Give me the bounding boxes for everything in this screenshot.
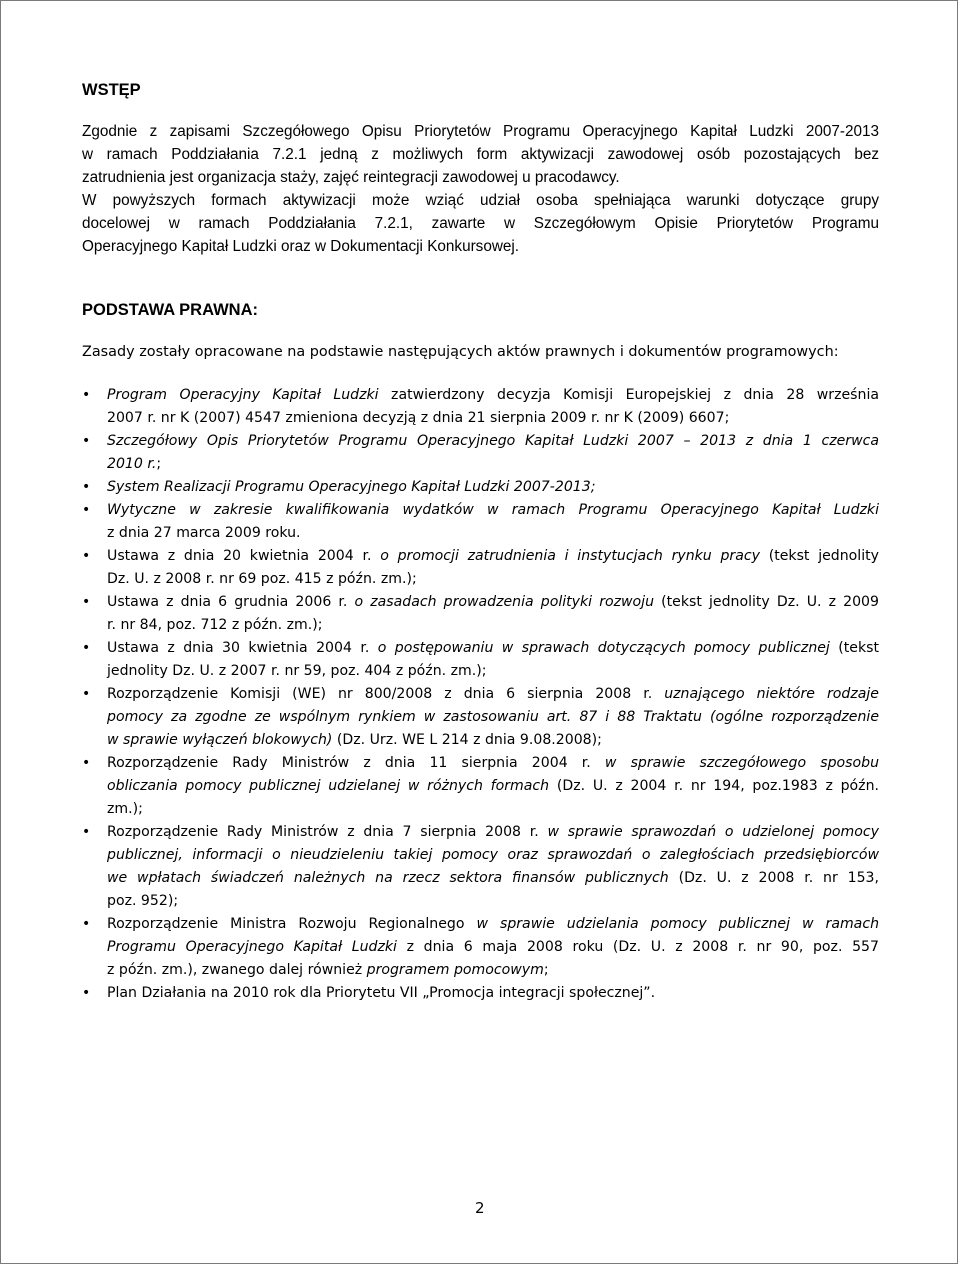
text-segment: Plan Działania na 2010 rok dla Priorytetu VII „Promocja integracji społecznej”.: [107, 985, 656, 1001]
italic-title: Programu Operacyjnego Kapitał Ludzki: [107, 939, 397, 955]
text-segment: Rozporządzenie Ministra Rozwoju Regionalnego: [107, 916, 477, 932]
section-title-intro: WSTĘP: [82, 81, 141, 99]
legal-act-line: [107, 798, 879, 821]
legal-act-text: [107, 913, 879, 982]
legal-act-item: [82, 384, 879, 430]
legal-act-line: [107, 683, 879, 706]
bullet-icon: •: [82, 387, 91, 403]
legal-act-line: [107, 706, 879, 729]
bullet-icon: •: [82, 433, 91, 449]
text-segment: (Dz. U. z 2008 r. nr 153,: [668, 870, 879, 886]
legal-act-item: [82, 476, 879, 499]
italic-title: pomocy za zgodne ze wspólnym rynkiem w zastosowaniu art. 87 i 88 Traktatu (ogólne rozporządzenie: [107, 709, 879, 725]
intro-line: w ramach Poddziałania 7.2.1 jedną z możliwych form aktywizacji zawodowej osób pozostających bez: [82, 146, 879, 163]
italic-title: programem pomocowym: [366, 962, 544, 978]
text-segment: (Dz. U. z 2004 r. nr 194, poz.1983 z późn.: [549, 778, 879, 794]
intro-line: Zgodnie z zapisami Szczegółowego Opisu Priorytetów Programu Operacyjnego Kapitał Ludzki 2007-2013: [82, 123, 879, 140]
text-segment: Ustawa z dnia 30 kwietnia 2004 r.: [107, 640, 378, 656]
legal-act-text: [107, 384, 879, 430]
legal-act-text: [107, 430, 879, 476]
legal-act-line: [107, 568, 879, 591]
legal-act-line: [107, 752, 879, 775]
legal-act-item: [82, 591, 879, 637]
intro-line: Operacyjnego Kapitał Ludzki oraz w Dokumentacji Konkursowej.: [82, 238, 520, 255]
legal-act-line: [107, 430, 879, 453]
legal-basis-lead: Zasady zostały opracowane na podstawie następujących aktów prawnych i dokumentów programowych:: [82, 344, 839, 360]
italic-title: System Realizacji Programu Operacyjnego Kapitał Ludzki 2007-2013;: [107, 479, 596, 495]
legal-act-line: [107, 384, 879, 407]
text-segment: r. nr 84, poz. 712 z późn. zm.);: [107, 617, 323, 633]
italic-title: publicznej, informacji o nieudzieleniu takiej pomocy oraz sprawozdań o zaległościach przedsiębiorców: [107, 847, 879, 863]
legal-act-line: [107, 453, 879, 476]
text-segment: zatwierdzony decyzja Komisji Europejskiej z dnia 28 września: [378, 387, 879, 403]
italic-title: Wytyczne w zakresie kwalifikowania wydatków w ramach Programu Operacyjnego Kapitał Ludzki: [107, 502, 879, 518]
legal-act-item: [82, 545, 879, 591]
text-segment: (tekst jednolity: [759, 548, 879, 564]
legal-act-item: [82, 637, 879, 683]
bullet-icon: •: [82, 502, 91, 518]
bullet-icon: •: [82, 479, 91, 495]
text-segment: (tekst jednolity Dz. U. z 2009: [654, 594, 879, 610]
italic-title: w sprawie szczegółowego sposobu: [604, 755, 880, 771]
legal-act-line: [107, 545, 879, 568]
legal-act-line: [107, 982, 879, 1005]
legal-act-line: [107, 890, 879, 913]
italic-title: we wpłatach świadczeń należnych na rzecz sektora finansów publicznych: [107, 870, 669, 886]
legal-act-item: [82, 683, 879, 752]
text-segment: z dnia 27 marca 2009 roku.: [107, 525, 301, 541]
italic-title: uznającego niektóre rodzaje: [664, 686, 879, 702]
italic-title: o promocji zatrudnienia i instytucjach rynku pracy: [380, 548, 760, 564]
bullet-icon: •: [82, 548, 91, 564]
text-segment: (tekst: [829, 640, 879, 656]
italic-title: o postępowaniu w sprawach dotyczących pomocy publicznej: [377, 640, 830, 656]
legal-act-line: [107, 614, 879, 637]
legal-act-line: [107, 867, 879, 890]
text-segment: ;: [156, 456, 162, 472]
text-segment: Rozporządzenie Rady Ministrów z dnia 7 sierpnia 2008 r.: [107, 824, 548, 840]
legal-act-line: [107, 775, 879, 798]
legal-act-line: [107, 476, 879, 499]
legal-act-line: [107, 660, 879, 683]
italic-title: w sprawie sprawozdań o udzielonej pomocy: [547, 824, 879, 840]
bullet-icon: •: [82, 686, 91, 702]
bullet-icon: •: [82, 640, 91, 656]
italic-title: Program Operacyjny Kapitał Ludzki: [107, 387, 379, 403]
legal-act-line: [107, 522, 879, 545]
text-segment: Ustawa z dnia 6 grudnia 2006 r.: [107, 594, 355, 610]
legal-act-line: [107, 499, 879, 522]
legal-act-text: [107, 821, 879, 913]
legal-act-text: [107, 637, 879, 683]
legal-act-line: [107, 821, 879, 844]
text-segment: z późn. zm.), zwanego dalej również: [107, 962, 367, 978]
text-segment: poz. 952);: [107, 893, 179, 909]
legal-act-line: [107, 407, 879, 430]
legal-act-item: [82, 499, 879, 545]
legal-act-text: [107, 476, 879, 499]
legal-act-line: [107, 959, 879, 982]
bullet-icon: •: [82, 755, 91, 771]
text-segment: Rozporządzenie Komisji (WE) nr 800/2008 z dnia 6 sierpnia 2008 r.: [107, 686, 665, 702]
legal-acts-list: [82, 384, 879, 1005]
text-segment: zm.);: [107, 801, 143, 817]
legal-act-item: [82, 752, 879, 821]
legal-act-line: [107, 936, 879, 959]
italic-title: Szczegółowy Opis Priorytetów Programu Operacyjnego Kapitał Ludzki 2007 – 2013 z dnia 1 czerwca: [107, 433, 879, 449]
legal-act-item: [82, 982, 879, 1005]
text-segment: Ustawa z dnia 20 kwietnia 2004 r.: [107, 548, 381, 564]
legal-act-line: [107, 637, 879, 660]
italic-title: w sprawie wyłączeń blokowych): [107, 732, 333, 748]
italic-title: 2010 r.: [107, 456, 157, 472]
intro-paragraph: [82, 120, 879, 258]
legal-act-item: [82, 430, 879, 476]
italic-title: w sprawie udzielania pomocy publicznej w ramach: [476, 916, 879, 932]
legal-act-text: [107, 545, 879, 591]
legal-act-line: [107, 591, 879, 614]
text-segment: (Dz. Urz. WE L 214 z dnia 9.08.2008);: [332, 732, 602, 748]
legal-act-text: [107, 752, 879, 821]
italic-title: o zasadach prowadzenia polityki rozwoju: [354, 594, 655, 610]
bullet-icon: •: [82, 824, 91, 840]
legal-act-item: [82, 821, 879, 913]
text-segment: Dz. U. z 2008 r. nr 69 poz. 415 z późn. zm.);: [107, 571, 417, 587]
intro-line: zatrudnienia jest organizacja staży, zajęć reintegracji zawodowej u pracodawcy.: [82, 169, 620, 186]
intro-line: W powyższych formach aktywizacji może wziąć udział osoba spełniająca warunki dotyczące grupy: [82, 192, 879, 209]
legal-act-item: [82, 913, 879, 982]
legal-act-line: [107, 844, 879, 867]
italic-title: obliczania pomocy publicznej udzielanej w różnych formach: [107, 778, 550, 794]
bullet-icon: •: [82, 916, 91, 932]
legal-act-line: [107, 913, 879, 936]
legal-act-text: [107, 683, 879, 752]
page-number: 2: [475, 1199, 485, 1217]
bullet-icon: •: [82, 594, 91, 610]
legal-act-line: [107, 729, 879, 752]
text-segment: jednolity Dz. U. z 2007 r. nr 59, poz. 404 z późn. zm.);: [107, 663, 487, 679]
text-segment: Rozporządzenie Rady Ministrów z dnia 11 sierpnia 2004 r.: [107, 755, 605, 771]
legal-act-text: [107, 499, 879, 545]
legal-act-text: [107, 982, 879, 1005]
text-segment: ;: [543, 962, 549, 978]
bullet-icon: •: [82, 985, 91, 1001]
text-segment: 2007 r. nr K (2007) 4547 zmieniona decyzją z dnia 21 sierpnia 2009 r. nr K (2009) 6607;: [107, 410, 730, 426]
intro-line: docelowej w ramach Poddziałania 7.2.1, zawarte w Szczegółowym Opisie Priorytetów Programu: [82, 215, 879, 232]
text-segment: z dnia 6 maja 2008 roku (Dz. U. z 2008 r. nr 90, poz. 557: [396, 939, 879, 955]
legal-act-text: [107, 591, 879, 637]
section-title-legal-basis: PODSTAWA PRAWNA:: [82, 301, 258, 319]
